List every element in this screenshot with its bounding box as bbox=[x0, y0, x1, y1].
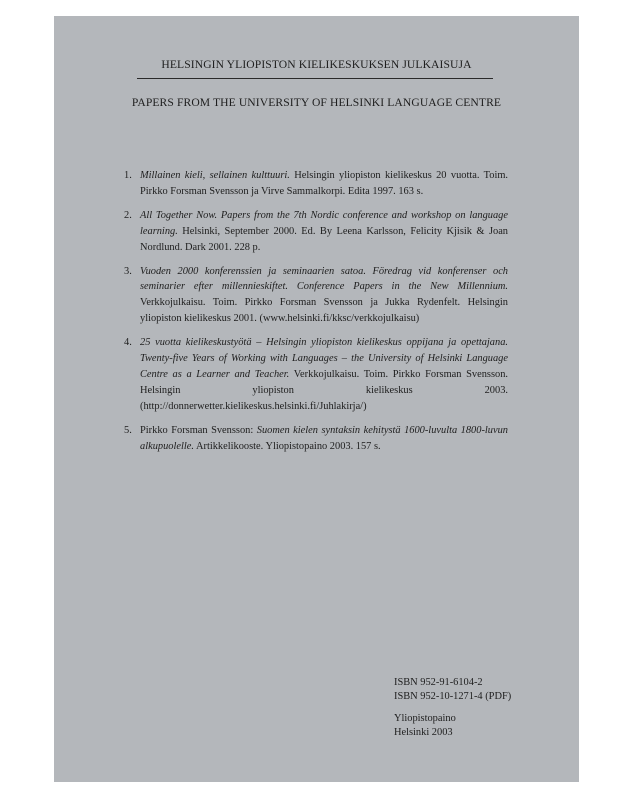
publication-details: Helsinki, September 2000. Ed. By Leena Karlsson, Felicity Kjisik & Joan Nordlund. Dark 2001. 228 p. bbox=[140, 225, 508, 253]
publication-number: 2. bbox=[124, 209, 132, 221]
publication-item bbox=[124, 168, 508, 200]
publication-details: Helsingin yliopiston kielikeskus 20 vuotta. Toim. Pirkko Forsman Svensson ja Virve Sammalkorpi. Edita 1997. 163 s. bbox=[140, 170, 509, 197]
publisher-block bbox=[394, 712, 456, 740]
publication-list bbox=[124, 168, 508, 463]
publication-details: Verkkojulkaisu. Toim. Pirkko Forsman Svensson ja Jukka Rydenfelt. Helsingin yliopiston kielikeskus 2001. (www.helsinki.fi/kksc/verkkojulkaisu) bbox=[140, 297, 508, 325]
publisher-name: Yliopistopaino bbox=[394, 713, 456, 724]
isbn-pdf: ISBN 952-10-1271-4 (PDF) bbox=[394, 691, 512, 702]
isbn-print: ISBN 952-91-6104-2 bbox=[394, 677, 483, 688]
publication-number: 1. bbox=[124, 170, 132, 181]
publication-author: Pirkko Forsman Svensson: bbox=[140, 424, 257, 436]
publication-title: 25 vuotta kielikeskustyötä – Helsingin yliopiston kielikeskus oppijana ja opettajana. Twenty-five Years of Working with Languages – the University of Helsinki Language Centre as a Learner and Teacher. bbox=[140, 337, 508, 380]
publication-item bbox=[124, 335, 508, 415]
isbn-block bbox=[394, 676, 511, 704]
series-title-finnish: HELSINGIN YLIOPISTON KIELIKESKUKSEN JULKAISUJA bbox=[161, 58, 472, 71]
publication-number: 5. bbox=[124, 424, 132, 436]
publication-title: Millainen kieli, sellainen kulttuuri. bbox=[140, 170, 290, 181]
publication-number: 3. bbox=[124, 265, 132, 277]
title-divider bbox=[137, 78, 493, 79]
series-title-english: PAPERS FROM THE UNIVERSITY OF HELSINKI LANGUAGE CENTRE bbox=[131, 96, 502, 109]
publication-details: Verkkojulkaisu. Toim. Pirkko Forsman Svensson. Helsingin yliopiston kielikeskus 2003. (http://donnerwetter.kielikeskus.helsinki.fi/Juhlakirja/) bbox=[140, 368, 508, 412]
publication-number: 4. bbox=[124, 337, 132, 349]
publication-title: Suomen kielen syntaksin kehitystä 1600-luvulta 1800-luvun alkupuolelle. bbox=[140, 424, 508, 452]
publication-item bbox=[124, 208, 508, 256]
publication-item bbox=[124, 423, 508, 455]
publication-title: All Together Now. Papers from the 7th Nordic conference and workshop on language learning. bbox=[140, 209, 508, 237]
back-cover bbox=[54, 16, 579, 782]
publication-details: Artikkelikooste. Yliopistopaino 2003. 157 s. bbox=[193, 440, 381, 452]
publication-title: Vuoden 2000 konferenssien ja seminaarien satoa. Föredrag vid konferenser och seminarier efter millennieskiftet. Conference Papers in the New Millennium. bbox=[140, 265, 508, 293]
publication-item bbox=[124, 264, 508, 328]
publisher-place-year: Helsinki 2003 bbox=[394, 727, 453, 738]
